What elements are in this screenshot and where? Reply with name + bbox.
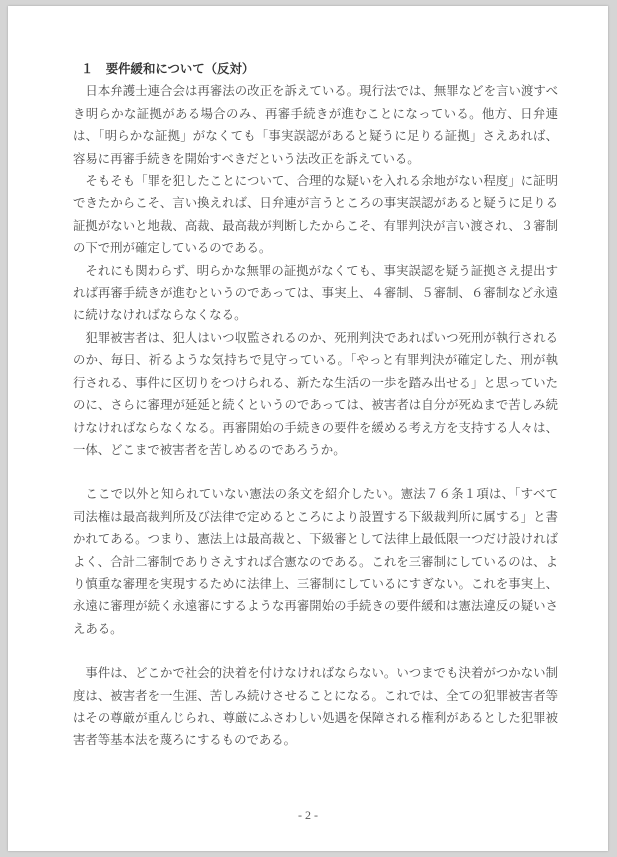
document-page — [8, 6, 608, 851]
paragraph-3: それにも関わらず、明らかな無罪の証拠がなくても、事実誤認を疑う証拠さえ提出すれば再審手続きが進むというのであっては、事実上、４審制、５審制、６審制など永遠に続けなければならなくなる。 — [73, 262, 558, 323]
document-body — [73, 58, 558, 752]
section-heading: １ 要件緩和について（反対） — [81, 61, 255, 76]
paragraph-5: ここで以外と知られていない憲法の条文を紹介したい。憲法７６条１項は、「すべて司法権は最高裁判所及び法律で定めるところにより設置する下級裁判所に属する」と書かれてある。つまり、憲法上は最高裁と、下級審として法律上最低限一つだけ設ければよく、合計二審制でありさえすれば合憲なのである。これを三審制にしているのは、より慎重な審理を実現するために法律上、三審制にしているにすぎない。これを事実上、永遠に審理が続く永遠審にするような再審開始の手続きの要件緩和は憲法違反の疑いさえある。 — [73, 486, 558, 636]
paragraph-2: そもそも「罪を犯したことについて、合理的な疑いを入れる余地がない程度」に証明できたからこそ、言い換えれば、日弁連が言うところの事実誤認があると疑うに足りる証拠がないと地裁、高裁、最高裁が判断したからこそ、有罪判決が言い渡され、３審制の下で刑が確定しているのである。 — [73, 173, 558, 256]
paragraph-4: 犯罪被害者は、犯人はいつ収監されるのか、死刑判決であればいつ死刑が執行されるのか、毎日、祈るような気持ちで見守っている。「やっと有罪判決が確定した、刑が執行される、事件に区切りをつけられる、新たな生活の一歩を踏み出せる」と思っていたのに、さらに審理が延延と続くというのであっては、被害者は自分が死ぬまで苦しみ続けなければならなくなる。再審開始の手続きの要件を緩める考え方を支持する人々は、一体、どこまで被害者を苦しめるのであろうか。 — [73, 329, 558, 457]
page-number: - 2 - — [298, 808, 318, 822]
paragraph-6: 事件は、どこかで社会的決着を付けなければならない。いつまでも決着がつかない制度は、被害者を一生涯、苦しみ続けさせることになる。これでは、全ての犯罪被害者等はその尊厳が重んじられ、尊厳にふさわしい処遇を保障される権利があるとした犯罪被害者等基本法を蔑ろにするものである。 — [73, 665, 558, 748]
paragraph-1: 日本弁護士連合会は再審法の改正を訴えている。現行法では、無罪などを言い渡すべき明らかな証拠がある場合のみ、再審手続きが進むことになっている。他方、日弁連は、「明らかな証拠」がなくても「事実誤認があると疑うに足りる証拠」さえあれば、容易に再審手続きを開始すべきだという法改正を訴えている。 — [73, 83, 558, 166]
